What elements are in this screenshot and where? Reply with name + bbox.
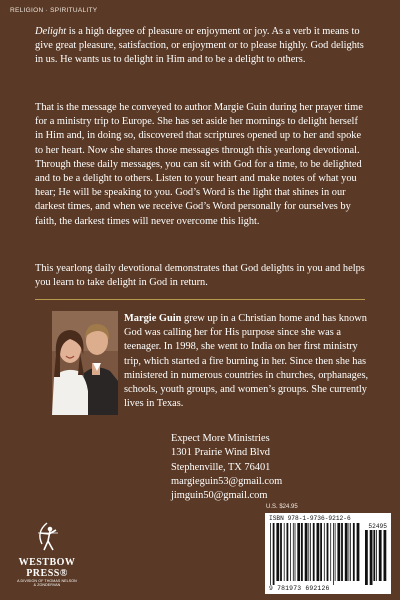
intro-paragraph <box>35 25 365 68</box>
barcode-bar <box>327 523 329 581</box>
barcode-bar <box>353 523 355 581</box>
price-code: 52495 <box>368 523 387 530</box>
barcode-bar <box>317 523 320 581</box>
barcode-bar <box>297 523 300 581</box>
barcode-bar <box>308 523 309 581</box>
barcode-bar <box>284 523 285 581</box>
barcode-bar <box>333 523 334 585</box>
price-label: U.S. $24.95 <box>266 504 298 510</box>
isbn-number: ISBN 978-1-9736-9212-6 <box>269 515 351 522</box>
contact-street: 1301 Prairie Wind Blvd <box>171 447 270 459</box>
publisher-division-line-2: & ZONDERVAN <box>33 583 61 588</box>
barcode-bar <box>290 523 291 581</box>
ean-barcode-bars <box>269 523 363 585</box>
barcode-bar <box>305 523 308 581</box>
barcode-bar <box>295 523 296 581</box>
publisher-name-press: PRESS® <box>26 568 68 579</box>
barcode-bar <box>310 523 311 581</box>
barcode-bar <box>349 523 350 581</box>
publisher-name: WESTBOW <box>18 557 76 568</box>
barcode-bar <box>313 523 315 581</box>
author-photo <box>52 311 118 415</box>
barcode-bar <box>276 523 279 581</box>
barcode-bar <box>373 530 375 581</box>
author-photo-illustration <box>52 311 118 415</box>
barcode-bar <box>287 523 289 581</box>
barcode-bar <box>379 530 382 581</box>
barcode-bar <box>345 523 348 581</box>
contact-block <box>171 432 351 503</box>
publisher-logo <box>8 520 86 588</box>
barcode-bar <box>370 530 373 585</box>
barcode-bar <box>335 523 336 581</box>
barcode-bar <box>365 530 368 585</box>
barcode <box>265 513 391 594</box>
contact-city: Stephenville, TX 76401 <box>171 461 271 473</box>
barcode-bar <box>320 523 322 581</box>
summary-paragraph: This yearlong daily devotional demonstrates that God delights in you and helps you learn to take delight in God in return. <box>35 263 365 289</box>
archer-icon <box>32 520 62 552</box>
barcode-bar <box>330 523 331 581</box>
barcode-bar <box>280 523 282 581</box>
price-addon-bars <box>364 530 388 585</box>
publisher-division-line-1: A DIVISION OF THOMAS NELSON <box>17 579 77 583</box>
barcode-bar <box>270 523 271 585</box>
author-bio-text: grew up in a Christian home and has known God was calling her for His purpose since she was a teenager. In 1998, she went to India on her first ministry trip, which started a fire burning in her. Since then she has ministered in numerous countries in churches, orphanages, schools, youth groups, and women’s groups. She currently lives in Texas. <box>124 313 369 410</box>
barcode-bar <box>273 523 275 585</box>
contact-org: Expect More Ministries <box>171 433 270 444</box>
contact-email-1: margieguin53@gmail.com <box>171 475 283 487</box>
barcode-bar <box>350 523 351 581</box>
barcode-bar <box>301 523 303 581</box>
section-divider <box>35 299 365 300</box>
author-bio <box>124 312 370 411</box>
contact-email-2: jimguin50@gmail.com <box>171 490 268 502</box>
category-label: RELIGION · SPIRITUALITY <box>10 7 98 14</box>
ean-digits: 9 781973 692126 <box>269 585 330 592</box>
intro-emphasis-word: Delight <box>35 26 67 37</box>
barcode-bar <box>337 523 340 581</box>
author-name: Margie Guin <box>124 313 182 324</box>
barcode-bar <box>376 530 377 581</box>
message-paragraph: That is the message he conveyed to author Margie Guin during her prayer time for a ministry trip to Europe. She has set aside her mornings to delight herself in Him and, in doing so, discovered that scriptures opened up to her and spoke to her heart. Now she shares those messages through this yearlong devotional. Through these daily messages, you can sit with God for a time, to be delighted and to be a delight to others. Listen to your heart and make notes of what you hear; He will be speaking to you. God’s Word is the light that shines in our darkest times, and when we receive God’s Word personally for ourselves by faith, the darkest times will never overcome this light. <box>35 102 363 227</box>
barcode-bar <box>384 530 387 581</box>
barcode-bar <box>341 523 343 581</box>
intro-text: is a high degree of pleasure or enjoyment or joy. As a verb it means to give great pleasure, satisfaction, or enjoyment or to please highly. God delights in us. He wants us to delight in Him and to be a delight to others. <box>35 26 364 66</box>
barcode-bar <box>357 523 360 581</box>
barcode-bar <box>324 523 325 581</box>
barcode-bar <box>293 523 294 581</box>
